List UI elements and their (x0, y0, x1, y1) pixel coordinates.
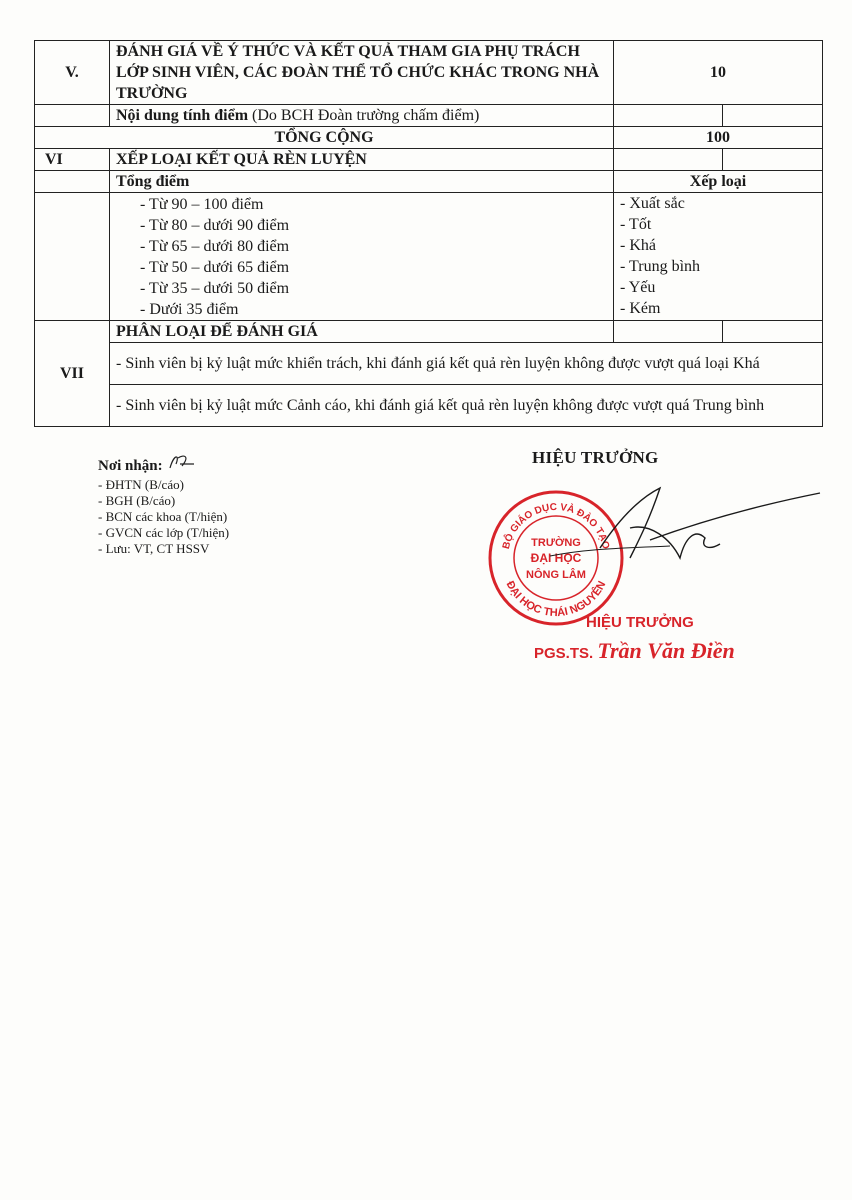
seal-line-school: TRƯỜNG (531, 537, 581, 549)
total-label: TỔNG CỘNG (35, 127, 614, 149)
rank-label: - Xuất sắc (620, 195, 685, 212)
score-range: - Từ 50 – dưới 65 điểm (140, 258, 290, 276)
scoring-detail: (Do BCH Đoàn trường chấm điểm) (252, 107, 480, 124)
section-vii-number: VII (35, 321, 110, 427)
section-vii-title: PHÂN LOẠI ĐỂ ĐÁNH GIÁ (110, 321, 614, 343)
seal-top-text: BỘ GIÁO DỤC VÀ ĐÀO TẠO (500, 501, 612, 551)
score-range: - Dưới 35 điểm (140, 300, 239, 318)
recipients-title: Nơi nhận: (98, 452, 229, 477)
rank-label: - Tốt (620, 216, 652, 233)
scoring-note (110, 105, 614, 127)
row-total (35, 127, 823, 149)
rank-label: - Khá (620, 237, 656, 254)
empty-cell (614, 149, 723, 171)
row-section-v (35, 41, 823, 105)
column-header-total: Tổng điểm (110, 171, 614, 193)
total-points: 100 (614, 127, 823, 149)
recipient-item: - BCN các khoa (T/hiện) (98, 509, 228, 524)
column-header-rank: Xếp loại (614, 171, 823, 193)
score-range: - Từ 90 – 100 điểm (140, 195, 264, 213)
stamp-name (534, 638, 735, 664)
seal-bottom-text: ĐẠI HỌC THÁI NGUYÊN (503, 579, 609, 620)
empty-cell (723, 105, 823, 127)
stamp-degree: PGS.TS. (534, 645, 594, 662)
rank-labels (614, 193, 823, 321)
rank-label: - Kém (620, 300, 661, 317)
stamp-title: HIỆU TRƯỞNG (586, 614, 694, 631)
row-rule-1 (35, 343, 823, 385)
empty-cell (723, 321, 823, 343)
seal-line-university: ĐẠI HỌC (530, 551, 582, 565)
section-vi-title: XẾP LOẠI KẾT QUẢ RÈN LUYỆN (110, 149, 614, 171)
empty-cell (35, 105, 110, 127)
section-v-number: V. (35, 41, 110, 105)
seal-line-faculty: NÔNG LÂM (526, 569, 586, 581)
recipients-block (98, 452, 229, 557)
empty-cell (614, 105, 723, 127)
signature-block (470, 448, 850, 688)
rank-label: - Yếu (620, 279, 656, 296)
empty-cell (35, 171, 110, 193)
row-ranking-scale (35, 193, 823, 321)
scoring-label: Nội dung tính điểm (116, 107, 249, 124)
row-scoring-note (35, 105, 823, 127)
empty-cell (35, 193, 110, 321)
criteria-table (34, 40, 823, 427)
section-vi-number: VI (35, 149, 110, 171)
recipient-item: - ĐHTN (B/cáo) (98, 477, 184, 492)
score-range: - Từ 65 – dưới 80 điểm (140, 237, 290, 255)
rule-warning: - Sinh viên bị kỷ luật mức Cảnh cáo, khi đánh giá kết quả rèn luyện không được vượt quá Trung bình (110, 385, 823, 427)
empty-cell (723, 149, 823, 171)
row-section-vii-title (35, 321, 823, 343)
initials-scribble-icon (166, 452, 196, 472)
rank-label: - Trung bình (620, 258, 701, 275)
recipient-item: - Lưu: VT, CT HSSV (98, 541, 210, 556)
rule-reprimand: - Sinh viên bị kỷ luật mức khiển trách, khi đánh giá kết quả rèn luyện không được vượt quá loại Khá (110, 343, 823, 385)
handwritten-signature-icon (530, 478, 830, 588)
score-range: - Từ 80 – dưới 90 điểm (140, 216, 290, 234)
row-column-headers (35, 171, 823, 193)
principal-title: HIỆU TRƯỞNG (532, 448, 659, 467)
empty-cell (614, 321, 723, 343)
section-v-title: ĐÁNH GIÁ VỀ Ý THỨC VÀ KẾT QUẢ THAM GIA PHỤ TRÁCH LỚP SINH VIÊN, CÁC ĐOÀN THỂ TỔ CHỨC KHÁC TRONG NHÀ TRƯỜNG (110, 41, 614, 105)
score-ranges (110, 193, 614, 321)
stamp-signer-name: Trần Văn Điền (597, 638, 735, 663)
recipient-item: - BGH (B/cáo) (98, 493, 176, 508)
section-v-points: 10 (614, 41, 823, 105)
recipient-item: - GVCN các lớp (T/hiện) (98, 525, 230, 540)
row-section-vi (35, 149, 823, 171)
score-range: - Từ 35 – dưới 50 điểm (140, 279, 290, 297)
row-rule-2 (35, 385, 823, 427)
